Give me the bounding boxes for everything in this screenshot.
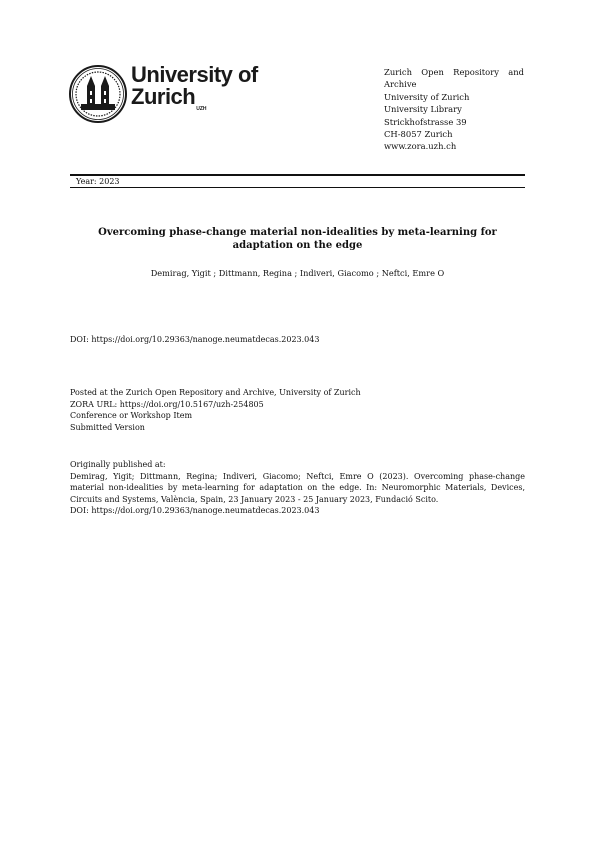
version-label: Submitted Version (70, 422, 145, 432)
posted-line: Posted at the Zurich Open Repository and Archive, University of Zurich (70, 388, 361, 397)
divider-top (70, 174, 525, 176)
citation-doi-link[interactable]: DOI: https://doi.org/10.29363/nanoge.neumatdecas.2023.043 (70, 506, 320, 516)
divider-bottom (70, 187, 525, 188)
address-line: Zurich Open Repository and (384, 67, 524, 77)
item-type: Conference or Workshop Item (70, 411, 193, 421)
address-line: Archive (384, 79, 417, 90)
year-label: Year: 2023 (76, 177, 120, 186)
address-website[interactable]: www.zora.uzh.ch (384, 141, 457, 152)
seal-icon (69, 64, 127, 124)
document-title: Overcoming phase-change material non-idealities by meta-learning for adaptation on the edge (98, 227, 497, 251)
original-heading: Originally published at: (70, 460, 166, 469)
repository-address (384, 66, 524, 153)
logo-wordmark (131, 64, 258, 111)
address-line: University Library (384, 104, 462, 115)
doi-link[interactable]: DOI: https://doi.org/10.29363/nanoge.neumatdecas.2023.043 (70, 335, 320, 344)
zora-url-link[interactable]: ZORA URL: https://doi.org/10.5167/uzh-254805 (70, 399, 264, 409)
posting-info (70, 387, 525, 433)
original-publication (70, 459, 525, 517)
author-list: Demirag, Yigit ; Dittmann, Regina ; Indiveri, Giacomo ; Neftci, Emre O (150, 268, 445, 278)
address-line: University of Zurich (384, 91, 470, 102)
address-line: Strickhofstrasse 39 (384, 116, 467, 127)
address-line: CH-8057 Zurich (384, 129, 453, 140)
logo-suffix: UZH (196, 106, 207, 112)
logo-line2: Zurich (131, 84, 196, 109)
university-logo (69, 62, 258, 126)
citation-text: Demirag, Yigit; Dittmann, Regina; Indiveri, Giacomo; Neftci, Emre O (2023). Overcoming phase-change material non-idealities by meta-learning for adaptation on the edge. In: Neuromorphic Materials, Devices, Circuits and Systems, València, Spain, 23 January 2023 - 25 January 2023, Fundació Scito. (70, 471, 525, 504)
logo-line1: University of (131, 62, 258, 87)
